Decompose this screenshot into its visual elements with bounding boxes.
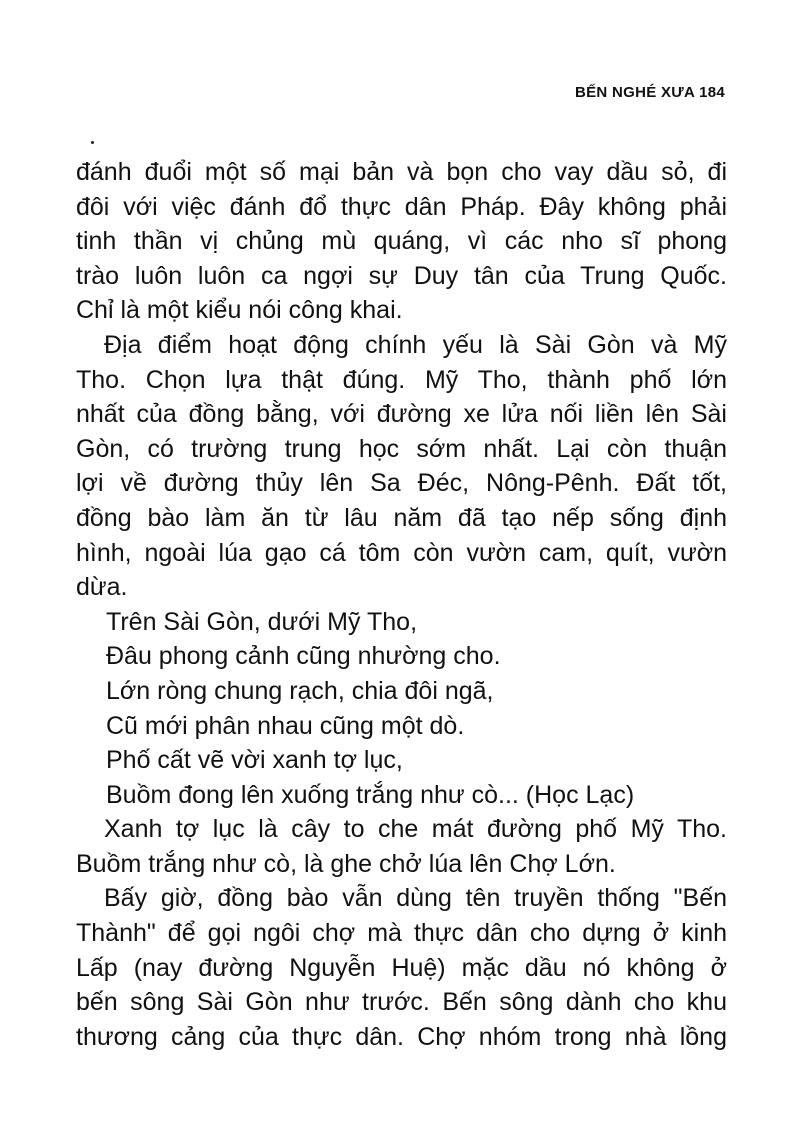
text-line: bến sông Sài Gòn như trước. Bến sông dành cho khu xyxy=(76,988,727,1017)
text-line: Chỉ là một kiểu nói công khai. xyxy=(76,296,403,325)
text-line: Buồm trắng như cò, là ghe chở lúa lên Chợ Lớn. xyxy=(76,849,616,878)
text-line: hình, ngoài lúa gạo cá tôm còn vườn cam, quít, vườn xyxy=(76,538,727,567)
text-line: thương cảng của thực dân. Chợ nhóm trong nhà lồng xyxy=(76,1022,727,1051)
verse-line: Phố cất vẽ vời xanh tợ lục, xyxy=(106,746,403,775)
text-line: trào luôn luôn ca ngợi sự Duy tân của Trung Quốc. xyxy=(76,261,727,290)
paragraph-start-line: Bấy giờ, đồng bào vẫn dùng tên truyền thống "Bến xyxy=(104,884,727,913)
verse-line: Lớn ròng chung rạch, chia đôi ngã, xyxy=(106,676,494,705)
text-line: đánh đuổi một số mại bản và bọn cho vay dầu sỏ, đi xyxy=(76,158,727,186)
text-line: Thành" để gọi ngôi chợ mà thực dân cho dựng ở kinh xyxy=(76,919,727,948)
text-line: nhất của đồng bằng, với đường xe lửa nối liền lên Sài xyxy=(76,400,727,429)
text-line: tinh thần vị chủng mù quáng, vì các nho sĩ phong xyxy=(76,227,727,256)
paragraph-start-line: Xanh tợ lục là cây to che mát đường phố Mỹ Tho. xyxy=(104,815,727,844)
text-line: Lấp (nay đường Nguyễn Huệ) mặc dầu nó không ở xyxy=(76,953,727,982)
verse-line: Cũ mới phân nhau cũng một dò. xyxy=(106,711,465,740)
text-line: lợi về đường thủy lên Sa Đéc, Nông-Pênh. Đất tốt, xyxy=(76,469,727,498)
text-line: Gòn, có trường trung học sớm nhất. Lại còn thuận xyxy=(76,434,727,463)
text-line: Tho. Chọn lựa thật đúng. Mỹ Tho, thành phố lớn xyxy=(76,365,727,394)
running-header: BẾN NGHÉ XƯA 184 xyxy=(574,84,725,101)
verse-line: Trên Sài Gòn, dưới Mỹ Tho, xyxy=(106,607,418,636)
print-speck xyxy=(91,141,94,144)
page-body xyxy=(76,155,727,1054)
text-line: đôi với việc đánh đổ thực dân Pháp. Đây không phải xyxy=(76,192,727,221)
text-line: dừa. xyxy=(76,573,128,602)
paragraph-start-line: Địa điểm hoạt động chính yếu là Sài Gòn và Mỹ xyxy=(104,330,727,359)
text-line: đồng bào làm ăn từ lâu năm đã tạo nếp sống định xyxy=(76,503,727,532)
verse-line: Buồm đong lên xuống trắng như cò... (Học Lạc) xyxy=(106,780,635,809)
verse-line: Đâu phong cảnh cũng nhường cho. xyxy=(106,642,501,671)
